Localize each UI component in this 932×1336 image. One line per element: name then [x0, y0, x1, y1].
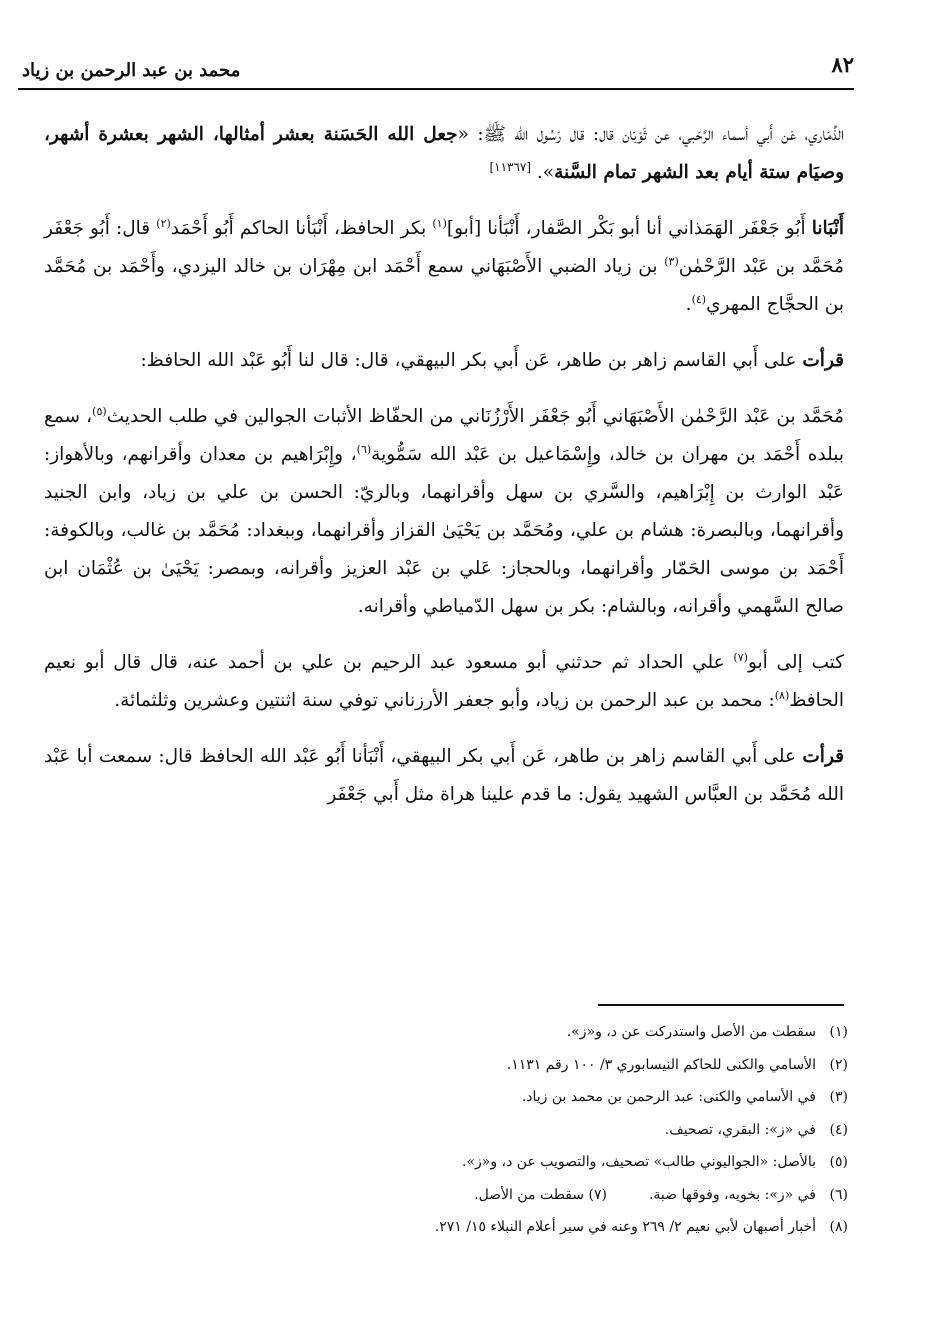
hadith-text: جعل الله الحَسَنة بعشر أمثالها، الشهر بعشرة أشهر، وصيَام ستة أيام بعد الشهر تمام السَّنة — [44, 124, 844, 183]
footnote — [60, 1081, 848, 1114]
footnote-inline — [474, 1179, 607, 1212]
text-span: كتب إلى أبو — [747, 652, 844, 673]
footnote-number: (٣) — [829, 1089, 848, 1105]
footnotes — [60, 1016, 848, 1244]
footnote-text: في «ز»: البقري، تصحيف. — [664, 1121, 816, 1138]
paragraph-lead-word: قرأت — [802, 746, 844, 767]
footnote — [60, 1179, 848, 1212]
footnote-marker: (٢) — [156, 216, 171, 230]
page-header — [18, 44, 854, 90]
footnote-text: في «ز»: بخويه، وفوقها ضبة. — [648, 1186, 816, 1203]
footnote-marker: (٨) — [774, 688, 790, 702]
footnote-text: في الأسامي والكنى: عبد الرحمن بن محمد بن زياد. — [521, 1089, 816, 1105]
footnote-separator — [598, 1004, 844, 1006]
text-span: الذِّمَاري، عَن أَبي أسماء الرَّحَبي، عن ثَوْبَان قال: قال رَسُول الله ﷺ: « — [457, 124, 844, 145]
paragraph-reading-2 — [44, 738, 844, 814]
footnote-number: (٢) — [829, 1056, 848, 1073]
footnote-number: (٥) — [829, 1154, 848, 1170]
footnote-text: الأسامي والكنى للحاكم النيسابوري ٣/ ١٠٠ رقم ١١٣١. — [506, 1056, 816, 1073]
footnote-marker: (١) — [432, 216, 447, 230]
footnote-marker: (٣) — [664, 254, 679, 268]
page-number: ٨٢ — [831, 52, 854, 77]
footnote-number: (٧) — [588, 1186, 607, 1203]
paragraph-lead-word: أَنْبَانا — [811, 218, 844, 239]
text-span: أَبُو جَعْفَر الهَمَذاني أنا أبو بَكْر الصَّفار، أَنْبَأنا [أبو] — [446, 218, 812, 239]
text-span: بكر الحافظ، أَنْبَأنا الحاكم أَبُو أَحْمَد — [170, 218, 433, 239]
footnote-text: سقطت من الأصل. — [474, 1186, 585, 1203]
text-span: ، سمع ببلده أَحْمَد بن مهران بن خالد، وإِسْمَاعيل بن عَبْد الله سَمُّوية — [44, 406, 845, 465]
footnote — [60, 1146, 848, 1179]
paragraph-biography — [44, 398, 844, 626]
text-span: على أَبي القاسم زاهر بن طاهر، عَن أَبي بكر البيهقي، أَنْبَأنا أَبُو عَبْد الله الحافظ قال: سمعت أبا عَبْد الله مُحَمَّد بن العبَّاس الشهيد يقول: ما قدم علينا هراة مثل أَبي جَعْفَر — [44, 746, 844, 805]
footnote-marker: (٤) — [691, 292, 707, 306]
footnote-text: أخبار أصبهان لأبي نعيم ٢/ ٢٦٩ وعنه في سير أعلام النبلاء ١٥/ ٢٧١. — [434, 1219, 816, 1235]
footnote-text: سقطت من الأصل واستدركت عن د، و«ز». — [566, 1024, 816, 1040]
footnote — [60, 1049, 848, 1082]
text-span: قال: أَبُو جَعْفَر مُحَمَّد بن عَبْد الرَّحْمٰن — [44, 218, 844, 277]
footnote-text: بالأصل: «الجواليوني طالب» تصحيف، والتصويب عن د، و«ز». — [462, 1154, 816, 1170]
footnote-number: (٨) — [829, 1219, 848, 1235]
footnote-marker: (٥) — [92, 404, 107, 418]
text-span: مُحَمَّد بن عَبْد الرَّحْمٰن الأَصْبَهَاني أَبُو جَعْفَر الأَرْزُنَاني من الحفّاظ الأثبات الجوالين في طلب الحديث — [106, 406, 844, 427]
paragraph-reading — [44, 342, 844, 380]
main-text — [44, 116, 844, 832]
footnote — [60, 1114, 848, 1147]
paragraph-hadith — [44, 116, 844, 192]
footnote-number: (٤) — [829, 1121, 848, 1138]
hadith-reference-number: [١١٣٦٧] — [489, 159, 532, 174]
text-span: ، وإِبْرَاهيم بن معدان وأقرانهم، وبالأهواز: عَبْد الوارث بن إِبْرَاهيم، والسَّري بن سهل وأقرانهما، وبالريّ: الحسن بن علي بن زياد، وابن الجنيد وأقرانهما، وبالبصرة: هشام بن علي، ومُحَمَّد بن يَحْيَىٰ القزاز وأقرانهما، وببغداد: مُحَمَّد بن غالب، وبالكوفة: أَحْمَد بن موسى الحَمّار وأقرانهما، وبالحجاز: عَلي بن عَبْد العزيز وأقرانه، وبمصر: يَحْيَىٰ بن عُثْمَان ابن صالح السَّهمي وأقرانه، وبالشام: بكر بن سهل الدّمياطي وأقرانه. — [44, 444, 844, 617]
text-span: على أَبي القاسم زاهر بن طاهر، عَن أَبي بكر البيهقي، قال: قال لنا أَبُو عَبْد الله الحافظ: — [140, 350, 803, 371]
paragraph-isnad — [44, 210, 844, 324]
footnote — [60, 1016, 848, 1049]
footnote-number: (٦) — [829, 1186, 848, 1203]
text-span: بن زياد الضبي الأَصْبَهَاني سمع أَحْمَد ابن مِهْرَان بن خالد اليزدي، وأَحْمَد بن مُحَمَّد بن الحجَّاج المهري — [44, 256, 844, 315]
paragraph-death-date — [44, 644, 844, 720]
footnote-marker: (٧) — [733, 650, 748, 664]
footnote — [60, 1211, 848, 1244]
footnote-marker: (٦) — [356, 442, 372, 456]
text-span: : محمد بن عبد الرحمن بن زياد، وأبو جعفر الأرزناني توفي سنة اثنتين وعشرين وثلثمائة. — [114, 690, 775, 711]
text-span: . — [685, 294, 692, 315]
text-span: ». — [531, 162, 555, 183]
running-title: محمد بن عبد الرحمن بن زياد — [22, 60, 241, 81]
footnote-number: (١) — [829, 1024, 848, 1040]
paragraph-lead-word: قرأت — [802, 350, 844, 371]
text-span: علي الحداد ثم حدثني أبو مسعود عبد الرحيم بن علي بن أحمد عنه، قال قال أبو نعيم الحافظ — [44, 652, 844, 711]
